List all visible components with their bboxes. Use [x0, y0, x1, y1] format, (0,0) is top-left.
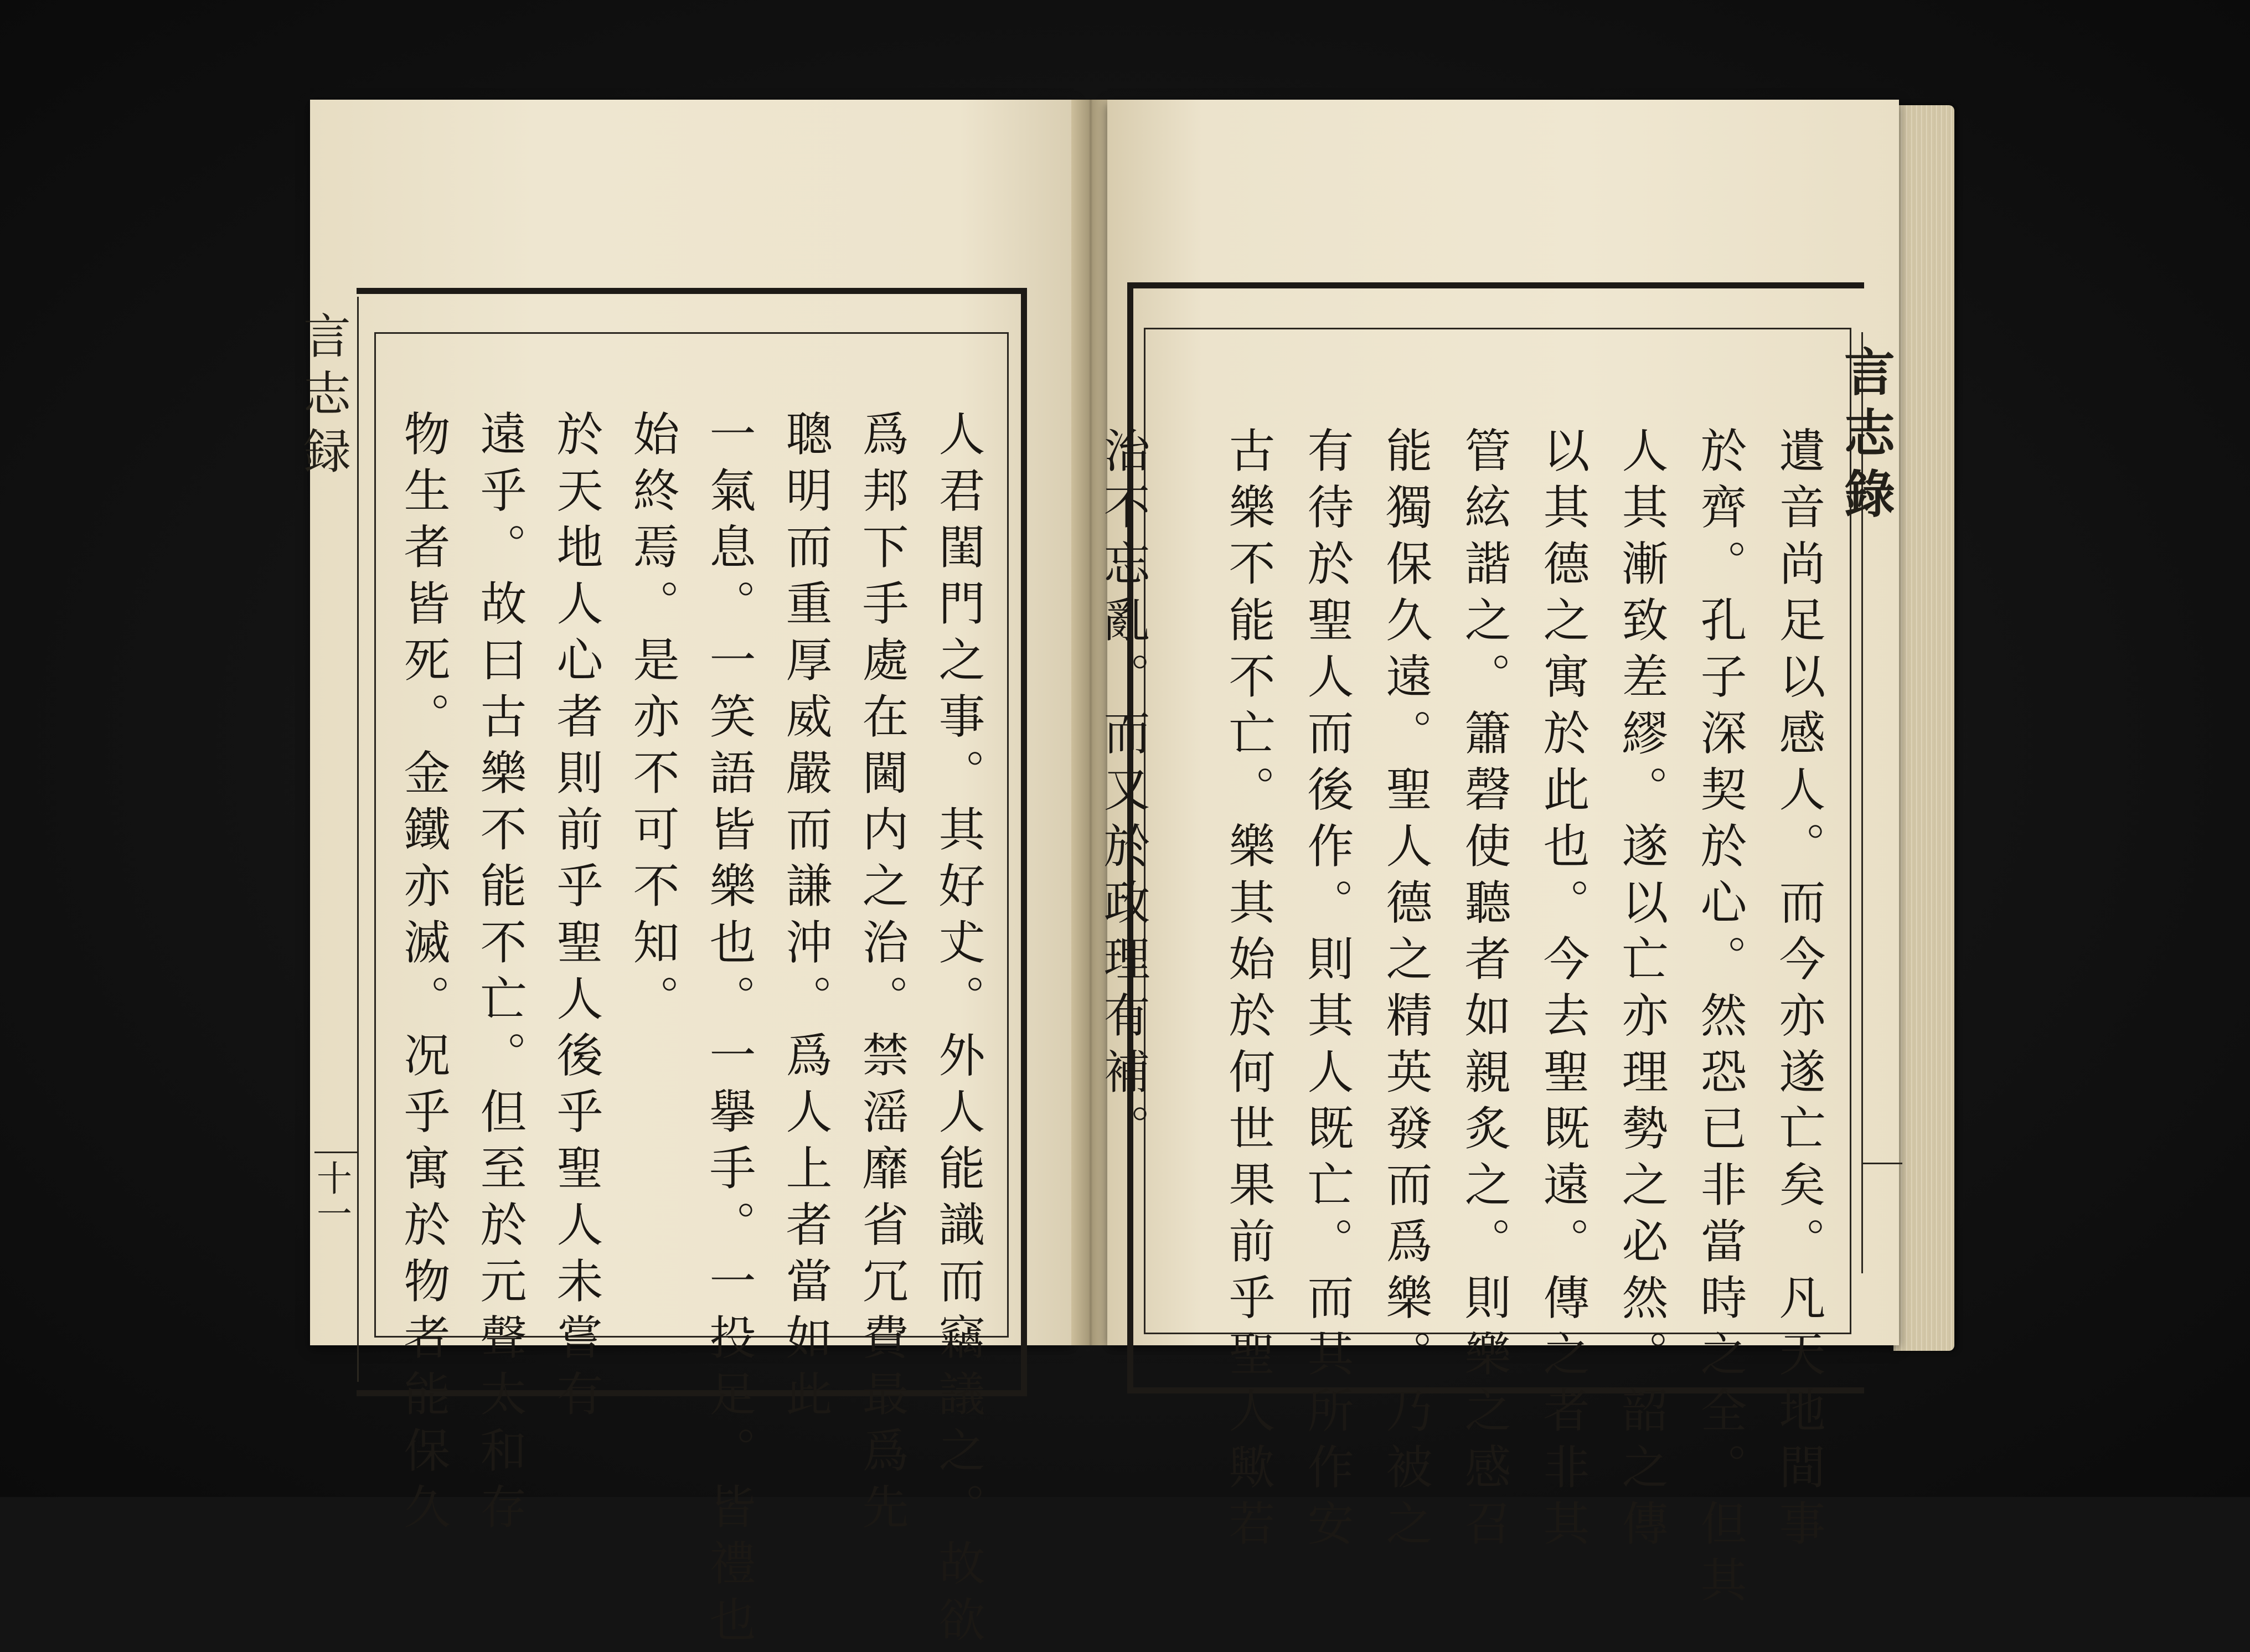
left-page-title-rule [314, 1152, 359, 1153]
right-page [1096, 100, 1899, 1612]
text-column: 於齊。孔子深契於心。然恐已非當時之全。但其 [1693, 426, 1747, 1612]
text-column: 能獨保久遠。聖人德之精英發而爲樂。乃被之 [1379, 426, 1433, 1556]
right-page-text [1096, 426, 1838, 1612]
right-page-title-rule [1861, 1163, 1902, 1164]
page-number: 十一 [311, 1160, 352, 1231]
right-page-running-title: 言志錄 [1861, 332, 1902, 1273]
text-column: 有待於聖人而後作。則其人既亡。而其所作安 [1300, 426, 1354, 1556]
text-column: 物生者皆死。金鐵亦滅。况乎寓於物者能保久 [396, 410, 451, 1539]
open-book [295, 100, 1949, 1652]
text-column: 遺音尚足以感人。而今亦遂亡矣。凡天地間事 [1772, 426, 1826, 1556]
left-page-running-title: 言志録 [314, 297, 359, 1382]
text-column: 人其漸致差繆。遂以亡亦理勢之必然。韶之傳 [1614, 426, 1669, 1556]
text-column: 古樂不能不亡。樂其始於何世果前乎聖人歟若 [1221, 426, 1276, 1556]
text-column: 於天地人心者則前乎聖人後乎聖人未嘗有 [549, 410, 603, 1426]
left-page [295, 100, 1074, 1652]
text-column: 遠乎。故曰古樂不能不亡。但至於元聲太和存 [473, 410, 527, 1539]
text-column: 人君閨門之事。其好𠀋。外人能識而竊議之。故欲 [931, 410, 985, 1652]
text-column: 爲邦下手處在閫内之治。禁滛靡省冗費最爲先 [855, 410, 909, 1539]
text-column: 治不忘亂。而又於政理有補。 [1096, 426, 1150, 1160]
text-column: 始終焉。是亦不可不知。 [626, 410, 680, 1031]
text-column: 一氣息。一笑語皆樂也。一擧手。一投足。皆禮也 [702, 410, 756, 1652]
text-column: 管絃諧之。簫磬使聽者如親炙之。則樂之感召 [1457, 426, 1511, 1556]
page-edges [1893, 105, 1954, 1351]
left-page-text [388, 410, 997, 1652]
text-column: 聰明而重厚威嚴而謙沖。爲人上者當如此 [778, 410, 833, 1426]
text-column: 以其德之寓於此也。今去聖既遠。傳之者非其 [1536, 426, 1590, 1556]
